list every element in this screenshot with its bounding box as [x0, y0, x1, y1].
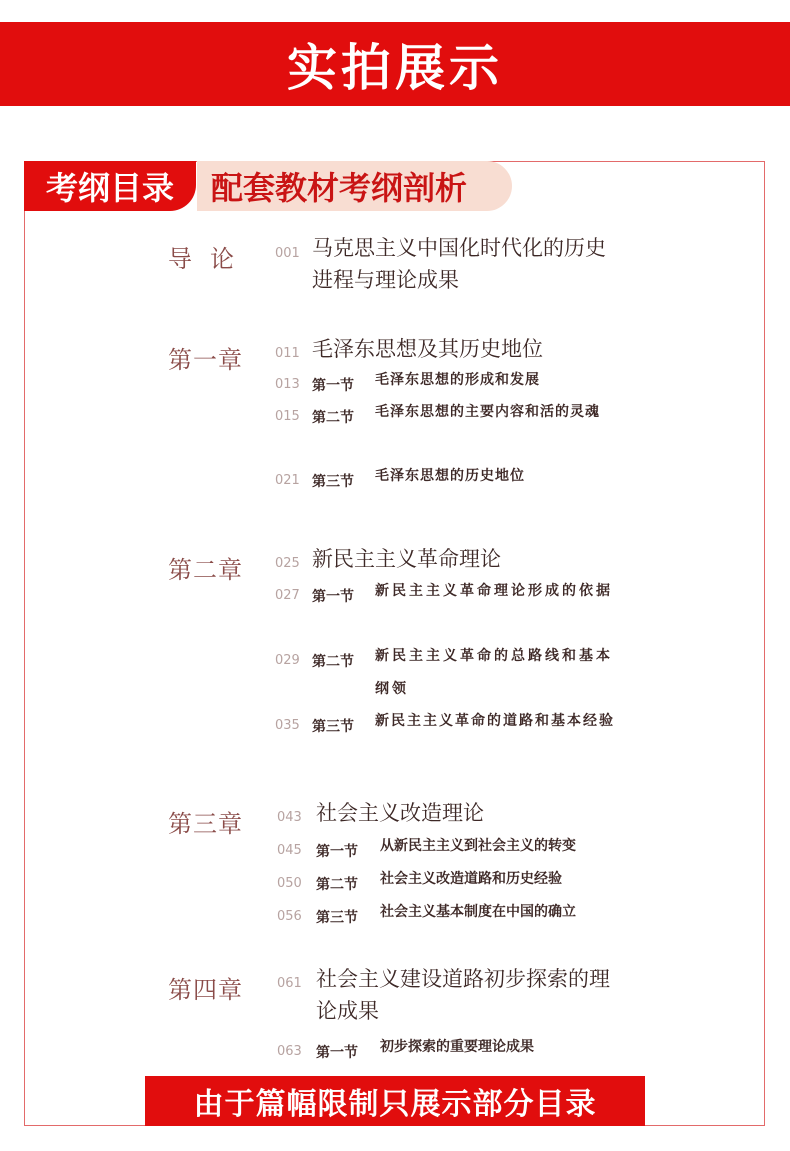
chapter-title-intro: 马克思主义中国化时代化的历史进程与理论成果	[312, 236, 606, 292]
page-number: 025	[275, 556, 300, 571]
tab-outline: 考纲目录	[24, 161, 196, 211]
section-label: 第一节	[312, 378, 354, 394]
page-number: 045	[277, 843, 302, 858]
page-number: 035	[275, 718, 300, 733]
chapter-title-4: 社会主义建设道路初步探索的理论成果	[316, 967, 610, 1023]
page-number: 011	[275, 346, 300, 361]
banner-title: 实拍展示	[287, 39, 503, 97]
section-title: 初步探索的重要理论成果	[380, 1039, 534, 1055]
section-label: 第一节	[316, 1045, 358, 1061]
page-number: 015	[275, 409, 300, 424]
page-number: 021	[275, 473, 300, 488]
section-label: 第一节	[312, 589, 354, 605]
section-title: 毛泽东思想的主要内容和活的灵魂	[375, 404, 600, 420]
chapter-title-3: 社会主义改造理论	[316, 801, 484, 825]
page-number: 063	[277, 1044, 302, 1059]
section-label: 第三节	[312, 719, 354, 735]
section-label: 第二节	[316, 877, 358, 893]
chapter-label-intro: 导论	[168, 245, 252, 273]
top-banner	[0, 22, 790, 106]
page-number: 043	[277, 810, 302, 825]
tab-analysis: 配套教材考纲剖析	[197, 161, 512, 211]
chapter-label-3: 第三章	[168, 810, 243, 838]
page-number: 013	[275, 377, 300, 392]
section-label: 第三节	[312, 474, 354, 490]
section-title: 新民主主义革命理论形成的依据	[375, 583, 613, 599]
footer-note: 由于篇幅限制只展示部分目录	[145, 1076, 645, 1126]
page-number: 001	[275, 246, 300, 261]
chapter-title-1: 毛泽东思想及其历史地位	[312, 337, 543, 361]
section-title: 毛泽东思想的形成和发展	[375, 372, 540, 388]
section-title: 毛泽东思想的历史地位	[375, 468, 525, 484]
chapter-label-1: 第一章	[168, 346, 243, 374]
section-title: 新民主主义革命的总路线和基本纲领	[375, 648, 613, 697]
section-label: 第三节	[316, 910, 358, 926]
chapter-label-4: 第四章	[168, 976, 243, 1004]
section-label: 第一节	[316, 844, 358, 860]
section-title: 社会主义改造道路和历史经验	[380, 871, 562, 887]
section-title: 从新民主主义到社会主义的转变	[380, 838, 576, 854]
chapter-title-2: 新民主主义革命理论	[312, 547, 501, 571]
section-title: 社会主义基本制度在中国的确立	[380, 904, 576, 920]
section-title: 新民主主义革命的道路和基本经验	[375, 713, 615, 729]
chapter-label-2: 第二章	[168, 556, 243, 584]
section-label: 第二节	[312, 654, 354, 670]
page-number: 027	[275, 588, 300, 603]
page-number: 029	[275, 653, 300, 668]
page-number: 050	[277, 876, 302, 891]
page-number: 056	[277, 909, 302, 924]
section-label: 第二节	[312, 410, 354, 426]
page-number: 061	[277, 976, 302, 991]
